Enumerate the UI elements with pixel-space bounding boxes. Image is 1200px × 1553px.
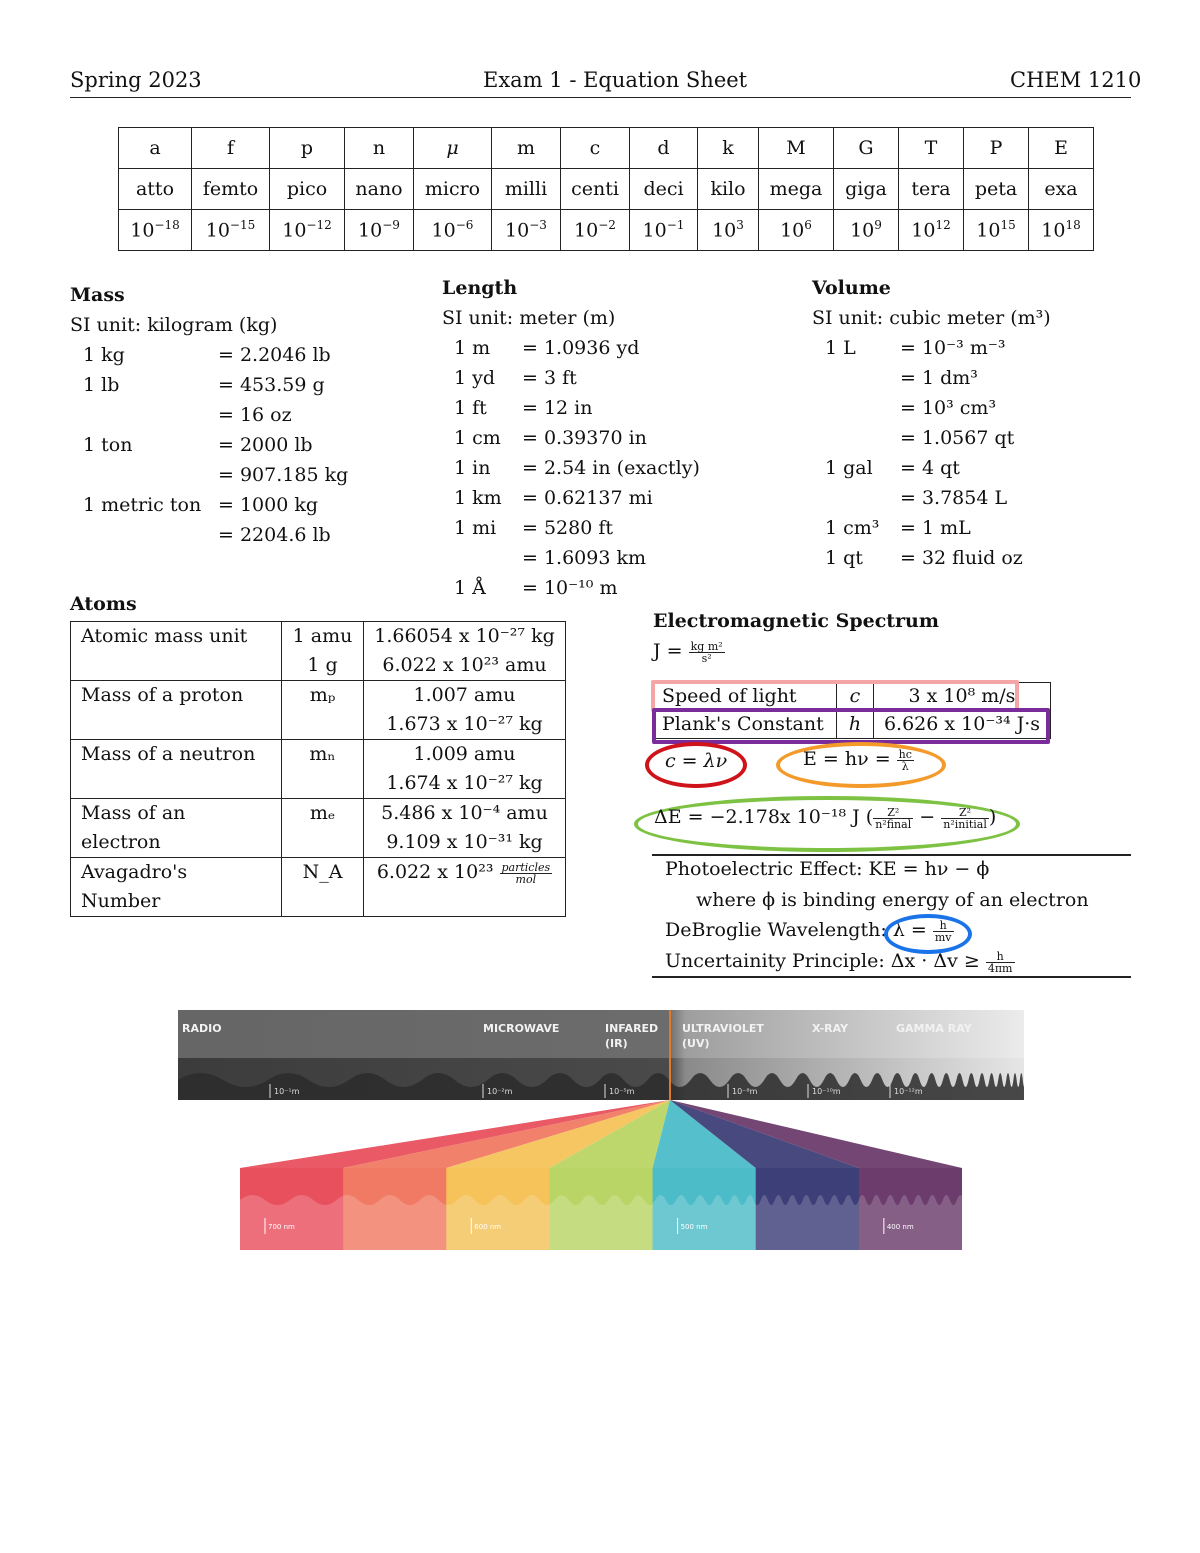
power-exponent: 9 [874, 218, 882, 233]
atoms-row [71, 681, 566, 740]
power-base: 10 [358, 219, 383, 242]
length-si-unit: SI unit: meter (m) [442, 307, 616, 329]
rule-top [652, 854, 1131, 856]
power-base: 10 [505, 219, 530, 242]
avogadro-unit [500, 862, 553, 885]
volume-row [812, 333, 1142, 363]
power-base: 10 [780, 219, 805, 242]
length-row [442, 483, 772, 513]
uncertainty-den: 4πm [987, 961, 1013, 975]
prefix-symbol: T [899, 128, 964, 169]
conversion-rhs: = 2.2046 lb [218, 344, 331, 366]
conversion-rhs: = 3.7854 L [900, 487, 1008, 509]
prefix-name: milli [492, 169, 561, 210]
conversion-rhs: = 1 dm³ [900, 367, 978, 389]
conversion-rhs: = 2000 lb [218, 434, 313, 456]
power-exponent: −9 [382, 218, 400, 233]
volume-row [812, 393, 1142, 423]
atoms-value-line: 1.673 x 10⁻²⁷ kg [386, 713, 543, 735]
volume-title: Volume [812, 277, 891, 299]
atoms-value-line: 1.009 amu [413, 743, 516, 765]
eq-rydberg-den1: n²final [875, 817, 912, 831]
conversion-rhs: = 4 qt [900, 457, 960, 479]
prefix-symbol: μ [414, 128, 492, 169]
eq-rydberg-close: ) [988, 806, 997, 828]
conversion-rhs: = 907.185 kg [218, 464, 349, 486]
photoelectric-line: Photoelectric Effect: KE = hν − ϕ [665, 858, 990, 880]
volume-si-unit: SI unit: cubic meter (m³) [812, 307, 1051, 329]
power-base: 10 [205, 219, 230, 242]
prefix-power [119, 210, 192, 251]
atoms-symbol [282, 622, 364, 681]
length-section [442, 273, 772, 603]
conversion-rhs: = 10⁻³ m⁻³ [900, 337, 1006, 359]
atoms-symbol [282, 858, 364, 917]
length-row [442, 363, 772, 393]
em-spectrum-graphic [178, 1010, 1024, 1255]
const-name: Speed of light [654, 683, 837, 711]
eq-rydberg-minus: − [919, 806, 936, 828]
prefix-power-row [119, 210, 1094, 251]
power-base: 10 [850, 219, 875, 242]
power-exponent: −6 [455, 218, 474, 233]
prefix-symbol: G [834, 128, 899, 169]
conversion-rhs: = 2204.6 lb [218, 524, 331, 546]
conversion-rhs: = 12 in [522, 397, 593, 419]
band-tick-label: 10⁻⁸m [732, 1087, 758, 1096]
prefix-power [630, 210, 698, 251]
volume-row [812, 423, 1142, 453]
atoms-symbol-line: N_A [302, 861, 343, 883]
prefix-symbol: f [192, 128, 270, 169]
conversion-rhs: = 16 oz [218, 404, 292, 426]
power-exponent: −1 [666, 218, 685, 233]
atoms-value [364, 858, 566, 917]
band-label: GAMMA RAY [896, 1022, 972, 1035]
atoms-value [364, 622, 566, 681]
header-rule [70, 97, 1131, 98]
length-row [442, 573, 772, 603]
prefix-name: exa [1029, 169, 1094, 210]
visible-tick-label: 500 nm [680, 1223, 708, 1231]
band-label: X-RAY [812, 1022, 849, 1035]
prefix-symbol: n [345, 128, 414, 169]
length-row [442, 453, 772, 483]
blue-circle [884, 914, 972, 954]
length-row [442, 333, 772, 363]
power-exponent: 18 [1065, 218, 1081, 233]
conversion-rhs: = 1.6093 km [522, 547, 647, 569]
power-exponent: 12 [935, 218, 951, 233]
header-right: CHEM 1210 [1010, 68, 1142, 92]
prefix-symbol: p [270, 128, 345, 169]
atoms-value-line: 6.022 x 10²³ [376, 861, 494, 883]
power-exponent: −18 [154, 218, 180, 233]
eq-rydberg-num1: Z² [873, 807, 913, 819]
band-tick-label: 10⁻¹⁰m [812, 1087, 841, 1096]
power-exponent: −12 [306, 218, 332, 233]
atoms-quantity: Mass of a proton [71, 681, 282, 740]
power-exponent: −15 [229, 218, 256, 233]
mass-row [70, 490, 410, 520]
conversion-rhs: = 1000 kg [218, 494, 319, 516]
band-tick-label: 10⁻⁵m [609, 1087, 635, 1096]
prefix-table [118, 127, 1094, 251]
purple-highlight-box [652, 708, 1050, 744]
atoms-value [364, 681, 566, 740]
debroglie-eq: λ = [892, 919, 927, 941]
prefix-name: giga [834, 169, 899, 210]
conversion-rhs: = 5280 ft [522, 517, 614, 539]
band-label: MICROWAVE [483, 1022, 560, 1035]
avogadro-value [374, 858, 555, 887]
prefix-symbol: d [630, 128, 698, 169]
power-base: 10 [642, 219, 667, 242]
conversion-lhs: 1 ton [83, 434, 133, 456]
power-exponent: −3 [529, 218, 547, 233]
conversion-lhs: 1 lb [83, 374, 120, 396]
atoms-value-line: 1.007 amu [413, 684, 516, 706]
conversion-lhs: 1 cm³ [825, 517, 880, 539]
band-label: INFARED [605, 1022, 659, 1035]
atoms-value-line: 9.109 x 10⁻³¹ kg [386, 831, 543, 853]
prefix-name: peta [964, 169, 1029, 210]
em-title: Electromagnetic Spectrum [653, 610, 939, 632]
atoms-row [71, 622, 566, 681]
const-val: 3 x 10⁸ m/s [874, 683, 1051, 711]
prefix-power [964, 210, 1029, 251]
prefix-power [698, 210, 759, 251]
conversion-rhs: = 3 ft [522, 367, 577, 389]
length-row [442, 423, 772, 453]
conversion-lhs: 1 yd [454, 367, 496, 389]
header-title: Exam 1 - Equation Sheet [483, 68, 748, 92]
length-row [442, 393, 772, 423]
const-sym: h [837, 711, 874, 739]
conversion-rhs: = 0.39370 in [522, 427, 647, 449]
prefix-symbol-row [119, 128, 1094, 169]
power-base: 10 [976, 219, 1001, 242]
atoms-row [71, 858, 566, 917]
eq-rydberg-lhs: ΔE = −2.178x 10⁻¹⁸ J ( [654, 806, 874, 828]
uncertainty-num: h [986, 951, 1015, 963]
visible-tick-label: 600 nm [474, 1223, 502, 1231]
power-base: 10 [431, 219, 456, 242]
avogadro-unit-den: mol [515, 872, 537, 886]
eq-photon-energy [803, 748, 914, 772]
const-sym: c [837, 683, 874, 711]
mass-title: Mass [70, 284, 125, 306]
power-exponent: 3 [736, 218, 744, 233]
atoms-symbol-line: mₚ [309, 684, 336, 706]
power-exponent: 6 [804, 218, 812, 233]
prefix-name: nano [345, 169, 414, 210]
prefix-symbol: m [492, 128, 561, 169]
debroglie-num: h [933, 920, 954, 932]
length-title: Length [442, 277, 518, 299]
atoms-value-line: 1.66054 x 10⁻²⁷ kg [374, 625, 555, 647]
power-base: 10 [130, 219, 155, 242]
conversion-rhs: = 1 mL [900, 517, 971, 539]
atoms-title: Atoms [70, 593, 137, 615]
prefix-symbol: c [561, 128, 630, 169]
eq-rydberg [654, 806, 996, 830]
prefix-power [561, 210, 630, 251]
band-label-2: (IR) [605, 1037, 628, 1050]
visible-tick-label: 400 nm [886, 1223, 914, 1231]
prefix-power [1029, 210, 1094, 251]
conversion-lhs: 1 Å [454, 577, 486, 599]
conversion-lhs: 1 kg [83, 344, 125, 366]
atoms-quantity: Avagadro's Number [71, 858, 282, 917]
power-exponent: −2 [598, 218, 616, 233]
mass-row [70, 340, 410, 370]
atoms-symbol [282, 740, 364, 799]
prefix-name: mega [759, 169, 834, 210]
volume-section [812, 273, 1142, 573]
uncertainty-line [665, 950, 1015, 974]
mass-row [70, 520, 410, 550]
atoms-quantity: Mass of an electron [71, 799, 282, 858]
rule-bottom [652, 976, 1131, 978]
atoms-symbol-line: mₙ [309, 743, 336, 765]
atoms-symbol-line: 1 g [307, 654, 338, 676]
eq-rydberg-den2: n²initial [943, 817, 987, 831]
prefix-name: micro [414, 169, 492, 210]
prefix-name: tera [899, 169, 964, 210]
prefix-name: deci [630, 169, 698, 210]
atoms-symbol [282, 681, 364, 740]
atoms-value-line: 6.022 x 10²³ amu [382, 654, 547, 676]
atoms-symbol-line: 1 amu [292, 625, 353, 647]
band-tick-label: 10⁻²m [487, 1087, 513, 1096]
conversion-lhs: 1 m [454, 337, 491, 359]
mass-row [70, 370, 410, 400]
joule-fraction [689, 641, 725, 664]
eq-photon-lhs: E = hν = [803, 748, 891, 770]
mass-row [70, 430, 410, 460]
debroglie-label: DeBroglie Wavelength: [665, 919, 887, 941]
conversion-lhs: 1 in [454, 457, 491, 479]
prefix-power [492, 210, 561, 251]
length-row [442, 543, 772, 573]
prefix-name: femto [192, 169, 270, 210]
visible-clip [962, 1168, 1024, 1250]
uncertainty-label: Uncertainity Principle: Δx · Δv ≥ [665, 950, 980, 972]
atoms-value-line: 5.486 x 10⁻⁴ amu [381, 802, 548, 824]
power-base: 10 [1041, 219, 1066, 242]
mass-row [70, 400, 410, 430]
joule-lhs: J = [653, 640, 683, 662]
atoms-quantity: Mass of a neutron [71, 740, 282, 799]
prefix-symbol: a [119, 128, 192, 169]
volume-row [812, 363, 1142, 393]
conversion-lhs: 1 mi [454, 517, 497, 539]
atoms-symbol [282, 799, 364, 858]
photoelectric-where: where ϕ is binding energy of an electron [696, 889, 1089, 911]
conversion-rhs: = 0.62137 mi [522, 487, 653, 509]
atoms-symbol-line: mₑ [309, 802, 336, 824]
conversion-lhs: 1 L [825, 337, 856, 359]
atoms-value-line: 1.674 x 10⁻²⁷ kg [386, 772, 543, 794]
prefix-power [345, 210, 414, 251]
eq-rydberg-num2: Z² [941, 807, 989, 819]
mass-si-unit: SI unit: kilogram (kg) [70, 314, 278, 336]
prefix-name: centi [561, 169, 630, 210]
atoms-row [71, 799, 566, 858]
volume-row [812, 543, 1142, 573]
const-name: Plank's Constant [654, 711, 837, 739]
joule-definition [653, 640, 725, 664]
conversion-lhs: 1 ft [454, 397, 487, 419]
conversion-rhs: = 1.0567 qt [900, 427, 1015, 449]
prefix-symbol: M [759, 128, 834, 169]
volume-row [812, 513, 1142, 543]
power-exponent: 15 [1000, 218, 1016, 233]
atoms-table [70, 621, 566, 917]
prefix-power [414, 210, 492, 251]
prefix-power [192, 210, 270, 251]
prefix-name: kilo [698, 169, 759, 210]
header-left: Spring 2023 [70, 68, 202, 92]
prefix-name-row [119, 169, 1094, 210]
eq-wave-speed: c = λν [665, 750, 728, 772]
band-tick-label: 10⁻¹²m [894, 1087, 923, 1096]
power-base: 10 [712, 219, 737, 242]
conversion-lhs: 1 km [454, 487, 502, 509]
power-base: 10 [911, 219, 936, 242]
prefix-symbol: k [698, 128, 759, 169]
mass-section [70, 280, 410, 550]
conversion-rhs: = 32 fluid oz [900, 547, 1023, 569]
const-val: 6.626 x 10⁻³⁴ J·s [874, 711, 1051, 739]
atoms-value [364, 740, 566, 799]
prefix-power [759, 210, 834, 251]
atoms-quantity: Atomic mass unit [71, 622, 282, 681]
joule-den: s² [701, 651, 712, 665]
volume-row [812, 453, 1142, 483]
band-label: RADIO [182, 1022, 222, 1035]
joule-num: kg m² [690, 639, 723, 653]
band-label: ULTRAVIOLET [682, 1022, 764, 1035]
power-base: 10 [574, 219, 599, 242]
prefix-symbol: E [1029, 128, 1094, 169]
conversion-rhs: = 10³ cm³ [900, 397, 997, 419]
conversion-rhs: = 10⁻¹⁰ m [522, 577, 618, 599]
prefix-name: pico [270, 169, 345, 210]
conversion-rhs: = 453.59 g [218, 374, 325, 396]
conversion-rhs: = 2.54 in (exactly) [522, 457, 700, 479]
prefix-symbol: P [964, 128, 1029, 169]
conversion-rhs: = 1.0936 yd [522, 337, 640, 359]
eq-photon-den: λ [901, 759, 909, 773]
debroglie-den: mv [934, 930, 952, 944]
volume-row [812, 483, 1142, 513]
atoms-value [364, 799, 566, 858]
prefix-power [270, 210, 345, 251]
prefix-power [834, 210, 899, 251]
band-label-2: (UV) [682, 1037, 710, 1050]
atoms-row [71, 740, 566, 799]
prefix-power [899, 210, 964, 251]
conversion-lhs: 1 gal [825, 457, 873, 479]
power-base: 10 [282, 219, 307, 242]
length-row [442, 513, 772, 543]
mass-row [70, 460, 410, 490]
visible-tick-label: 700 nm [268, 1223, 295, 1231]
conversion-lhs: 1 cm [454, 427, 501, 449]
conversion-lhs: 1 metric ton [83, 494, 202, 516]
conversion-lhs: 1 qt [825, 547, 863, 569]
avogadro-unit-num: particles [501, 860, 551, 874]
eq-photon-num: hc [898, 747, 912, 761]
prefix-name: atto [119, 169, 192, 210]
band-tick-label: 10⁻¹m [274, 1087, 300, 1096]
